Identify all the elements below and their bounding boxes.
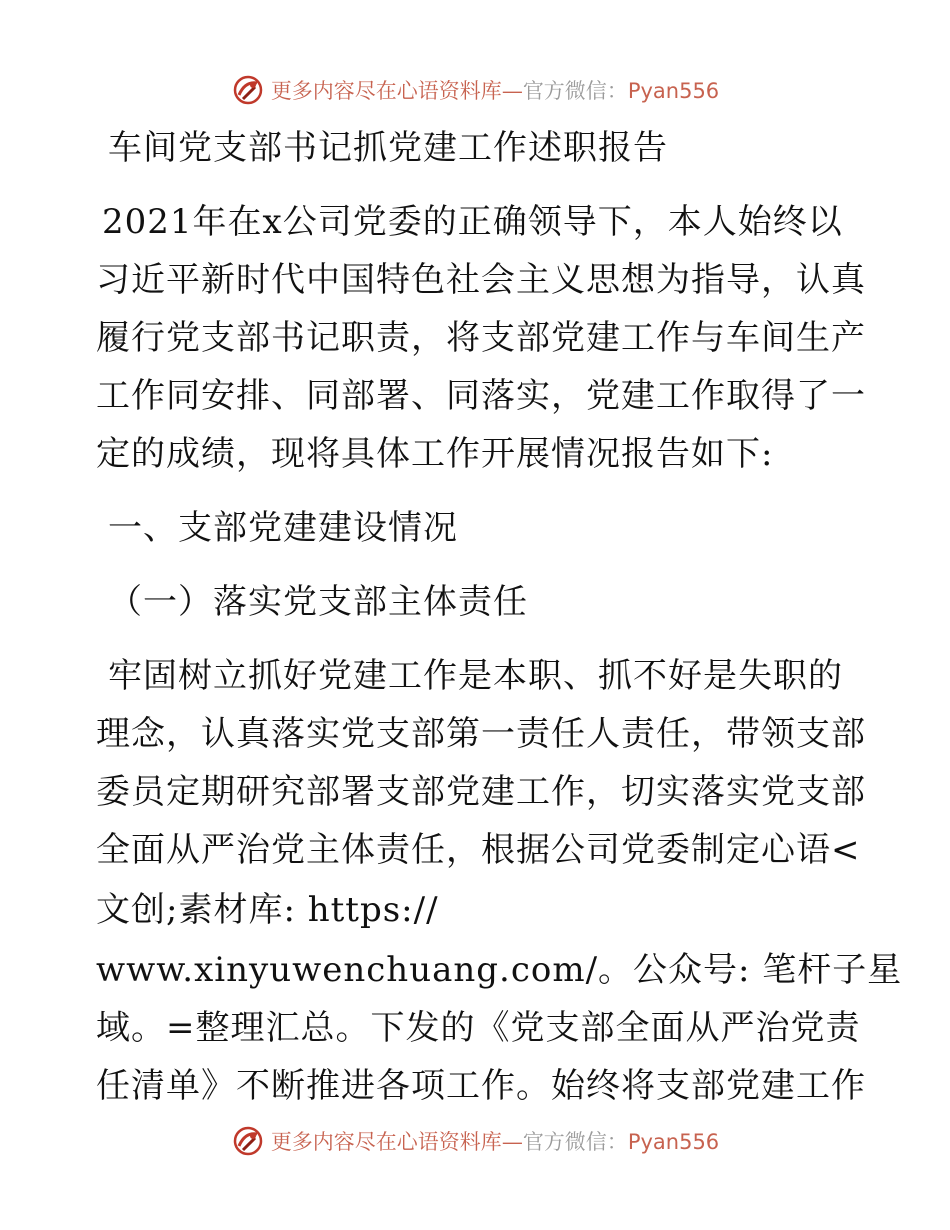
paragraph-line: 委员定期研究部署支部党建工作，切实落实党支部 xyxy=(96,772,866,812)
paragraph-line: 定的成绩，现将具体工作开展情况报告如下: xyxy=(96,434,774,474)
paragraph-line: 理念，认真落实党支部第一责任人责任，带领支部 xyxy=(96,714,866,754)
document-title: 车间党支部书记抓党建工作述职报告 xyxy=(108,128,668,168)
paragraph-line: 习近平新时代中国特色社会主义思想为指导，认真 xyxy=(96,260,866,300)
watermark-footer xyxy=(0,1123,950,1159)
pen-logo-icon xyxy=(231,1124,265,1158)
paragraph-line: 文创;素材库: https:// xyxy=(96,890,439,930)
section-heading: 一、支部党建建设情况 xyxy=(108,508,458,548)
paragraph-line: 履行党支部书记职责，将支部党建工作与车间生产 xyxy=(96,318,866,358)
watermark-text: 更多内容尽在心语资料库—官方微信：Pyan556 xyxy=(270,1130,720,1154)
paragraph-line: 域。=整理汇总。下发的《党支部全面从严治党责 xyxy=(96,1008,861,1048)
watermark-header xyxy=(0,72,950,108)
subsection-heading: （一）落实党支部主体责任 xyxy=(108,582,528,622)
paragraph-line: 2021年在x公司党委的正确领导下，本人始终以 xyxy=(102,202,843,242)
paragraph-line: www.xinyuwenchuang.com/。公众号: 笔杆子星 xyxy=(96,950,903,990)
paragraph-line: 工作同安排、同部署、同落实，党建工作取得了一 xyxy=(96,376,866,416)
pen-logo-icon xyxy=(231,73,265,107)
paragraph-line: 牢固树立抓好党建工作是本职、抓不好是失职的 xyxy=(108,656,843,696)
watermark-text: 更多内容尽在心语资料库—官方微信：Pyan556 xyxy=(270,79,720,103)
paragraph-line: 全面从严治党主体责任，根据公司党委制定心语< xyxy=(96,830,861,870)
paragraph-line: 任清单》不断推进各项工作。始终将支部党建工作 xyxy=(96,1066,866,1106)
